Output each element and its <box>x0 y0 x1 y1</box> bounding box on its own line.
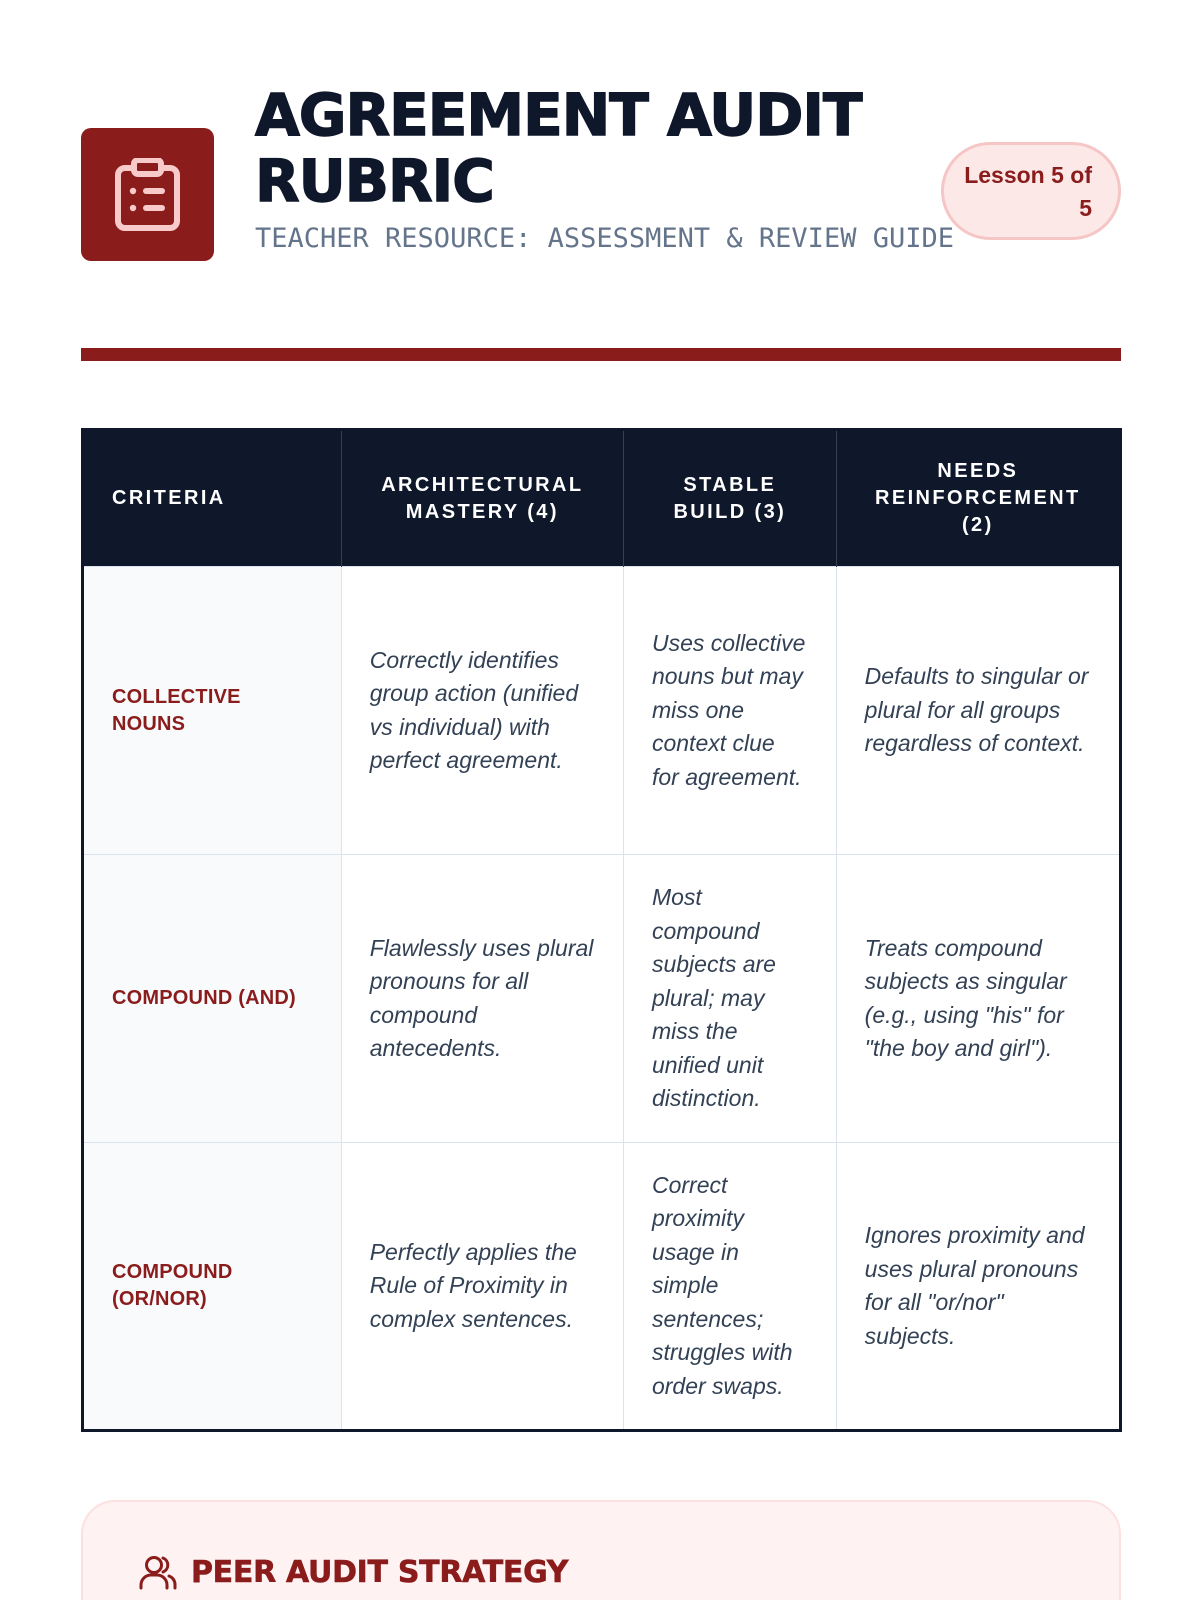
column-header-criteria: CRITERIA <box>83 430 342 567</box>
needs-cell: Ignores proximity and uses plural pronouns for all "or/nor" subjects. <box>836 1143 1120 1431</box>
peer-audit-heading <box>139 1554 568 1590</box>
peer-audit-section <box>81 1500 1121 1600</box>
rubric-header-row <box>83 430 1121 567</box>
page-title: AGREEMENT AUDIT RUBRIC <box>255 81 862 215</box>
column-header-mastery: ARCHITECTURAL MASTERY (4) <box>341 430 623 567</box>
criteria-cell: COLLECTIVE NOUNS <box>83 567 342 855</box>
table-row <box>83 855 1121 1143</box>
table-row <box>83 1143 1121 1431</box>
criteria-cell: COMPOUND (AND) <box>83 855 342 1143</box>
logo-badge <box>81 128 214 261</box>
mastery-cell: Flawlessly uses plural pronouns for all compound antecedents. <box>341 855 623 1143</box>
table-row <box>83 567 1121 855</box>
clipboard-list-icon <box>114 158 181 232</box>
needs-cell: Treats compound subjects as singular (e.g., using "his" for "the boy and girl"). <box>836 855 1120 1143</box>
users-icon <box>139 1554 177 1590</box>
stable-cell: Correct proximity usage in simple sentences; struggles with order swaps. <box>623 1143 836 1431</box>
peer-audit-title: PEER AUDIT STRATEGY <box>191 1554 569 1590</box>
mastery-cell: Correctly identifies group action (unified vs individual) with perfect agreement. <box>341 567 623 855</box>
lesson-badge: Lesson 5 of 5 <box>941 142 1121 240</box>
page-subtitle: TEACHER RESOURCE: ASSESSMENT & REVIEW GUIDE <box>255 223 954 254</box>
header-divider <box>81 348 1121 361</box>
page-header <box>81 80 1121 360</box>
mastery-cell: Perfectly applies the Rule of Proximity in complex sentences. <box>341 1143 623 1431</box>
criteria-cell: COMPOUND (OR/NOR) <box>83 1143 342 1431</box>
stable-cell: Most compound subjects are plural; may miss the unified unit distinction. <box>623 855 836 1143</box>
needs-cell: Defaults to singular or plural for all groups regardless of context. <box>836 567 1120 855</box>
stable-cell: Uses collective nouns but may miss one context clue for agreement. <box>623 567 836 855</box>
column-header-stable: STABLE BUILD (3) <box>623 430 836 567</box>
rubric-table <box>81 428 1122 1432</box>
column-header-needs: NEEDS REINFORCEMENT (2) <box>836 430 1120 567</box>
